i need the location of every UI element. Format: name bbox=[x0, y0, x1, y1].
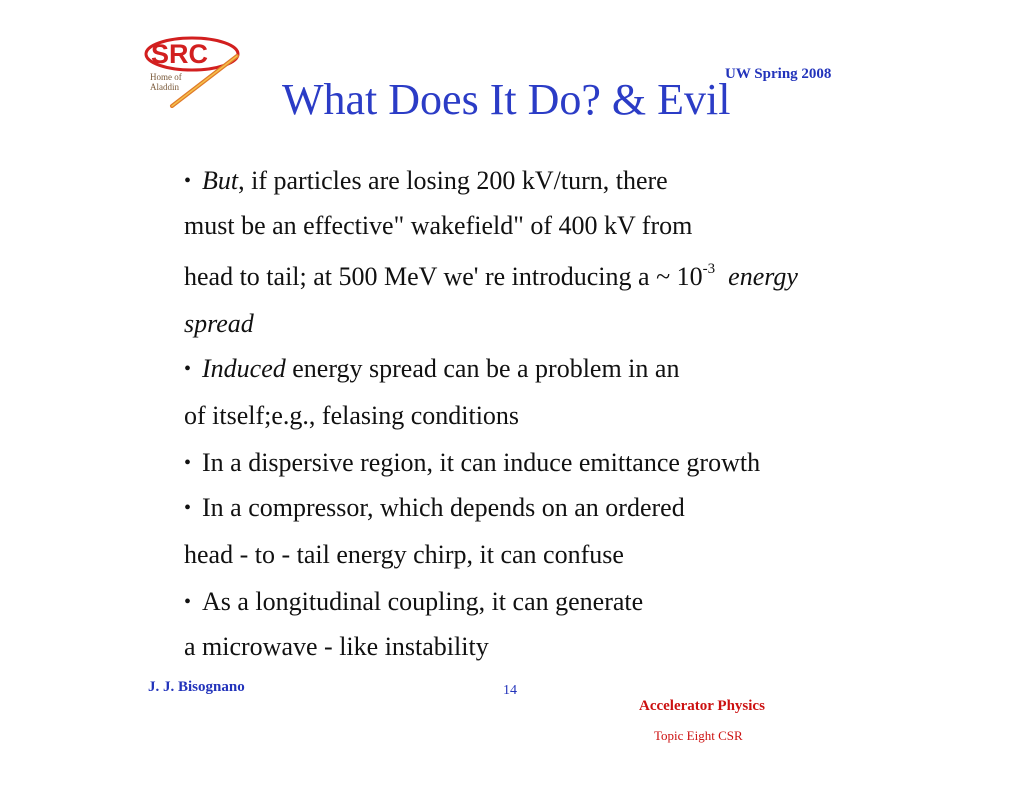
emphasis-energy: energy bbox=[728, 262, 798, 291]
line-2: must be an effective" wakefield" of 400 kV from bbox=[184, 211, 693, 240]
logo-line-2: Aladdin bbox=[150, 82, 179, 92]
logo-line-1: Home of bbox=[150, 72, 182, 82]
line-3 bbox=[184, 262, 798, 292]
slide-title: What Does It Do? & Evil bbox=[282, 75, 731, 124]
bullet-icon: • bbox=[184, 358, 192, 380]
logo-brand-text: SRC bbox=[151, 39, 209, 69]
line-11: a microwave - like instability bbox=[184, 632, 489, 661]
src-logo bbox=[142, 36, 242, 108]
line-4: spread bbox=[184, 309, 254, 338]
bullet-line-3 bbox=[184, 448, 760, 478]
bullet-icon: • bbox=[184, 497, 192, 519]
footer-topic: Topic Eight CSR bbox=[654, 728, 743, 743]
exponent: -3 bbox=[702, 261, 716, 277]
emphasis-but: But bbox=[202, 166, 239, 195]
line-6: of itself;e.g., felasing conditions bbox=[184, 401, 520, 430]
line-9: head - to - tail energy chirp, it can confuse bbox=[184, 540, 624, 569]
line-3-text: head to tail; at 500 MeV we' re introducing a ~ 10 bbox=[184, 262, 703, 291]
course-term: UW Spring 2008 bbox=[725, 66, 832, 82]
line-10-text: As a longitudinal coupling, it can generate bbox=[202, 587, 644, 616]
line-8-text: In a compressor, which depends on an ordered bbox=[202, 493, 685, 522]
bullet-line-2 bbox=[184, 354, 679, 384]
bullet-icon: • bbox=[184, 170, 192, 192]
footer-author: J. J. Bisognano bbox=[148, 679, 245, 695]
footer-course: Accelerator Physics bbox=[639, 698, 765, 714]
bullet-icon: • bbox=[184, 591, 192, 613]
line-1-text: , if particles are losing 200 kV/turn, there bbox=[238, 166, 668, 195]
emphasis-induced: Induced bbox=[202, 354, 286, 383]
line-5-text: energy spread can be a problem in an bbox=[285, 354, 680, 383]
line-7-text: In a dispersive region, it can induce emittance growth bbox=[202, 448, 761, 477]
bullet-line-4 bbox=[184, 493, 685, 523]
bullet-line-5 bbox=[184, 587, 643, 617]
page-number: 14 bbox=[503, 683, 517, 698]
bullet-line-1 bbox=[184, 166, 668, 196]
bullet-icon: • bbox=[184, 452, 192, 474]
